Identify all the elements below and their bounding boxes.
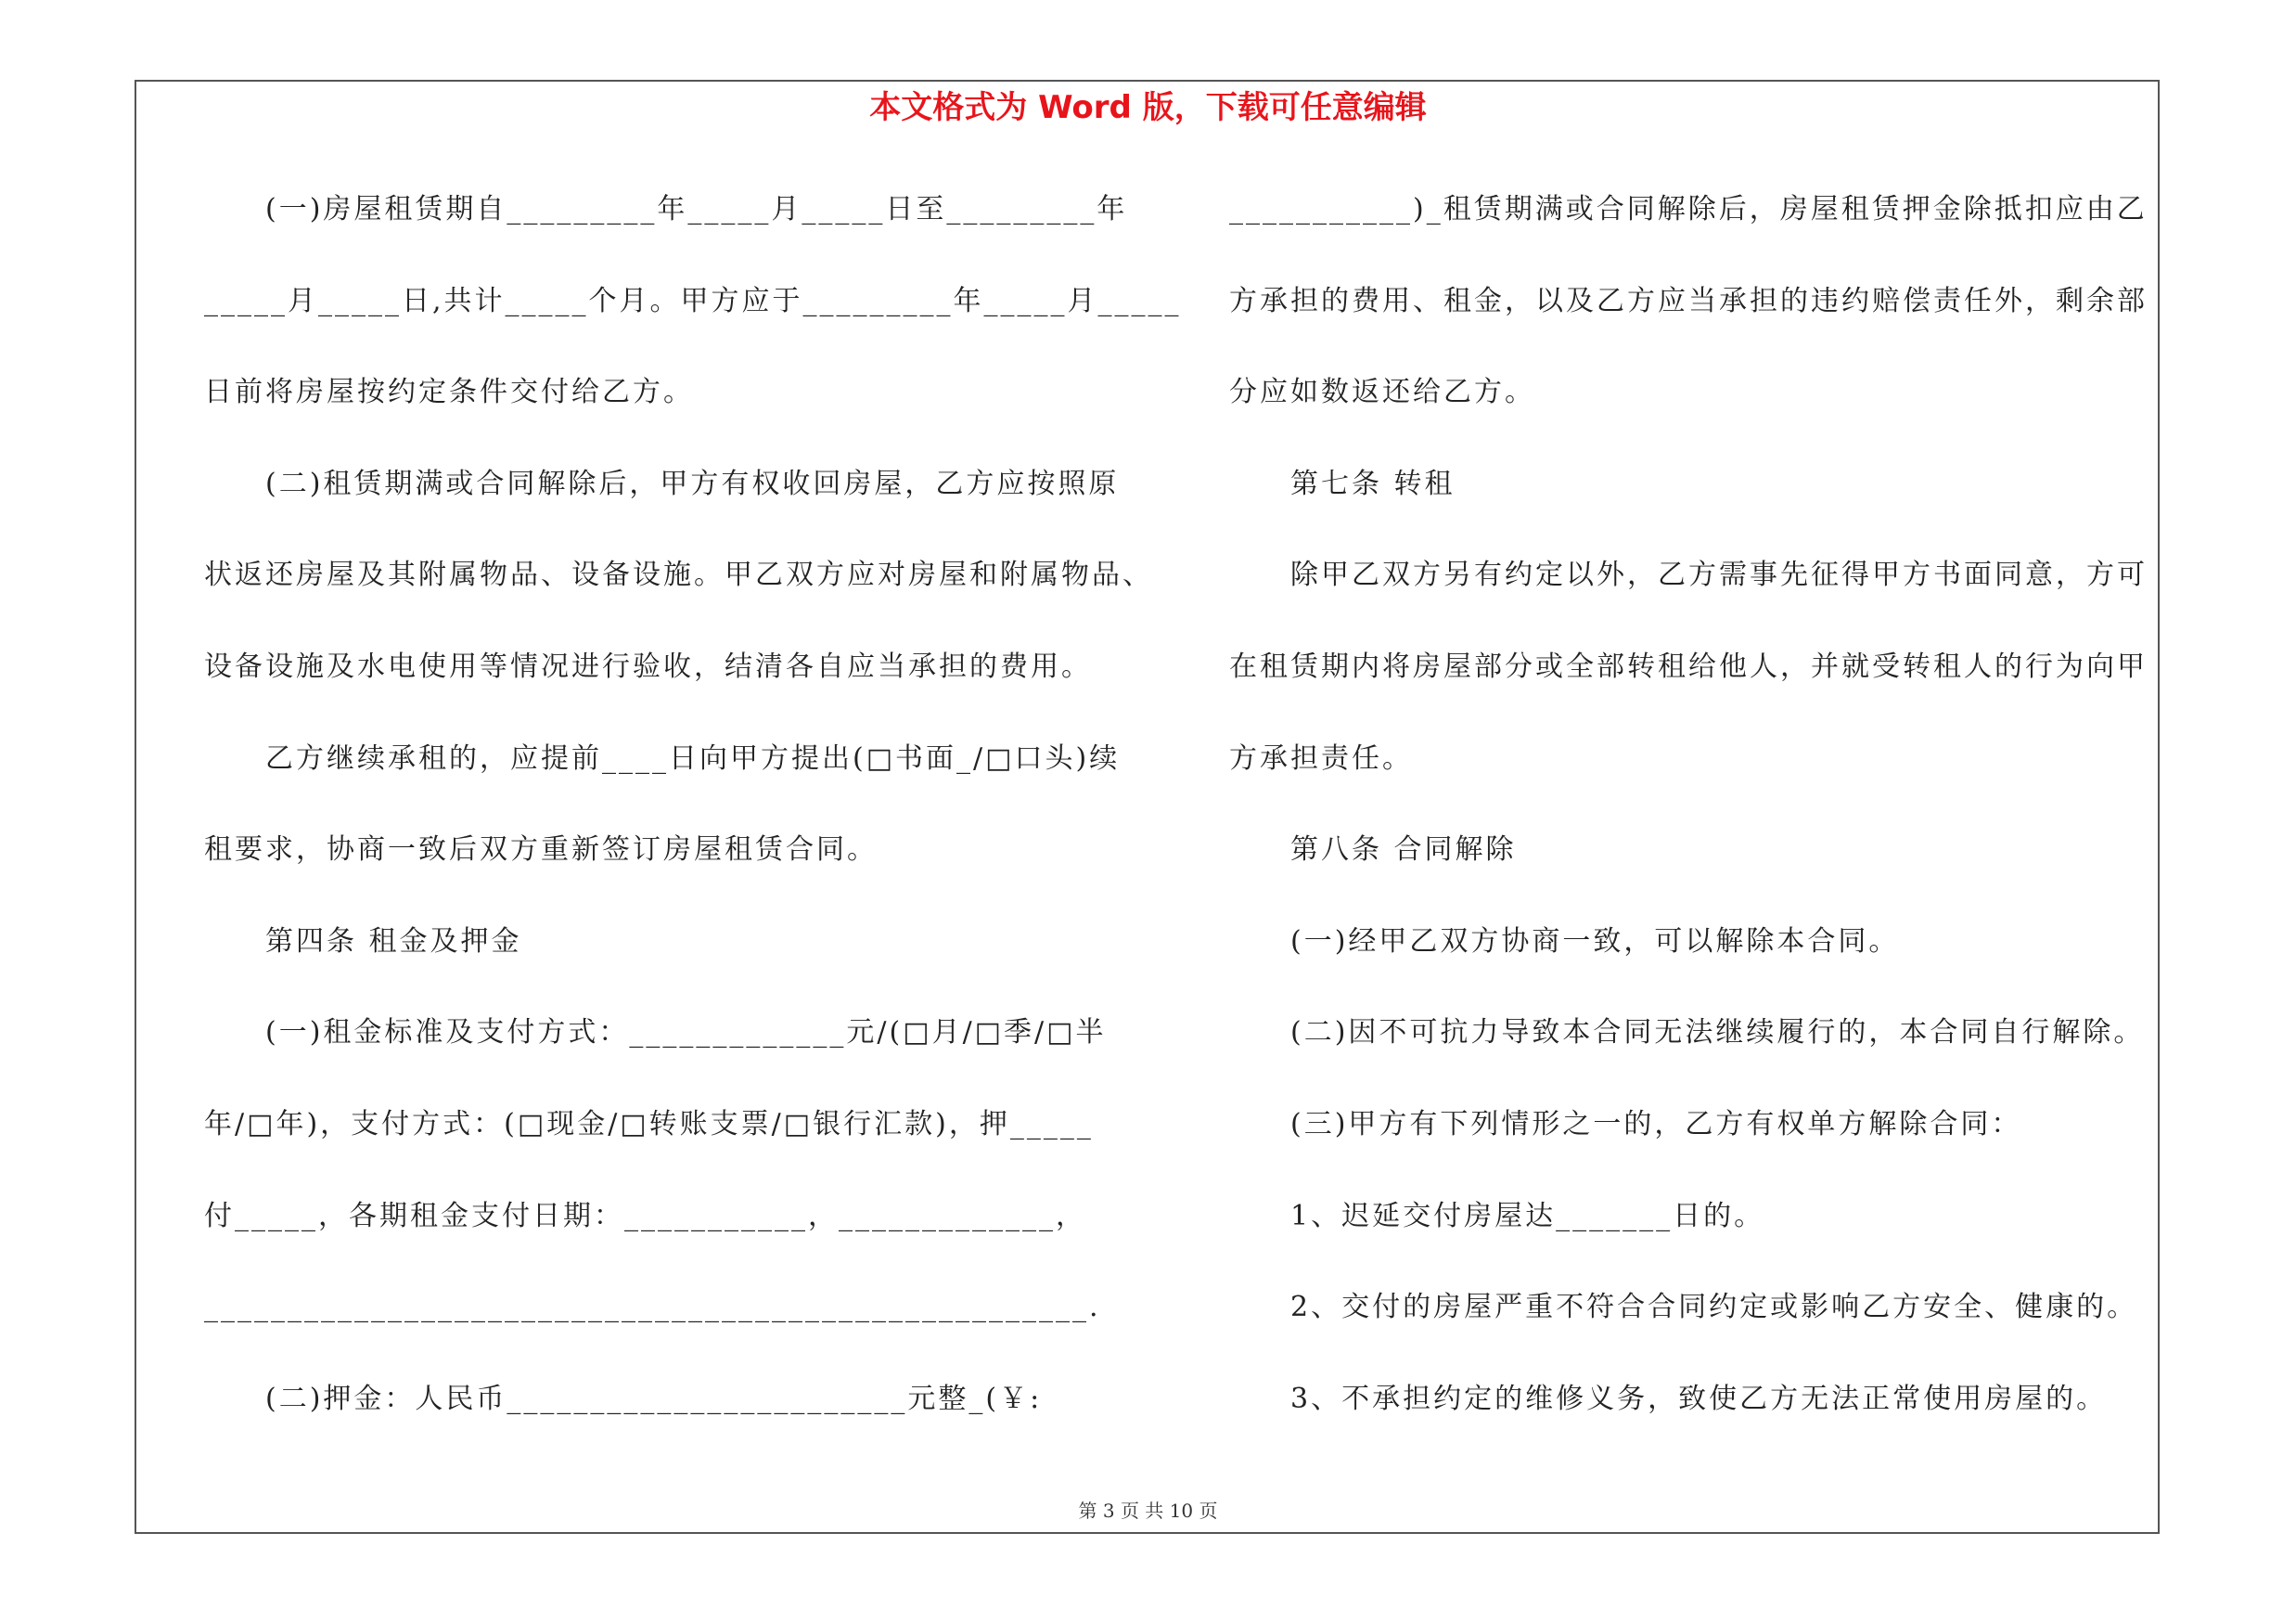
paragraph-line: 租要求，协商一致后双方重新签订房屋租赁合同。 bbox=[204, 833, 878, 867]
list-item: 1、迟延交付房屋达_______日的。 bbox=[1290, 1199, 1765, 1232]
paragraph-line: 除甲乙双方另有约定以外，乙方需事先征得甲方书面同意，方可 bbox=[1290, 559, 2148, 592]
paragraph-line: (二)租赁期满或合同解除后，甲方有权收回房屋，乙方应按照原 bbox=[265, 467, 1120, 500]
paragraph-line: 年/□年)，支付方式：(□现金/□转账支票/□银行汇款)，押_____ bbox=[204, 1107, 1094, 1140]
paragraph-line: (三)甲方有下列情形之一的，乙方有权单方解除合同： bbox=[1290, 1107, 2022, 1140]
paragraph-line: _____________________________________________________. bbox=[204, 1291, 1101, 1324]
paragraph-line: (二)押金：人民币________________________元整_(￥: bbox=[265, 1382, 1043, 1415]
format-banner: 本文格式为 Word 版，下载可任意编辑 bbox=[869, 89, 1427, 126]
paragraph-line: 分应如数返还给乙方。 bbox=[1229, 376, 1535, 409]
paragraph-line: 方承担的费用、租金，以及乙方应当承担的违约赔偿责任外，剩余部 bbox=[1229, 284, 2148, 317]
list-item: 3、不承担约定的维修义务，致使乙方无法正常使用房屋的。 bbox=[1290, 1382, 2108, 1415]
section-heading: 第四条 租金及押金 bbox=[265, 924, 522, 958]
paragraph-line: (一)房屋租赁期自_________年_____月_____日至_________年 bbox=[265, 193, 1128, 225]
list-item: 2、交付的房屋严重不符合合同约定或影响乙方安全、健康的。 bbox=[1290, 1291, 2138, 1324]
paragraph-line: (一)经甲乙双方协商一致，可以解除本合同。 bbox=[1290, 924, 1900, 958]
paragraph-line: 付_____，各期租金支付日期：___________，_____________， bbox=[204, 1199, 1086, 1232]
paragraph-line: 日前将房屋按约定条件交付给乙方。 bbox=[204, 376, 694, 409]
left-column bbox=[204, 185, 1182, 1465]
paragraph-line: 方承担责任。 bbox=[1229, 741, 1413, 775]
page-number: 第 3 页 共 10 页 bbox=[1078, 1500, 1218, 1522]
paragraph-line: 设备设施及水电使用等情况进行验收，结清各自应当承担的费用。 bbox=[204, 650, 1092, 683]
paragraph-line: _____月_____日,共计_____个月。甲方应于_________年_____月_____ bbox=[204, 284, 1182, 317]
paragraph-line: 状返还房屋及其附属物品、设备设施。甲乙双方应对房屋和附属物品、 bbox=[204, 559, 1153, 592]
paragraph-line: (二)因不可抗力导致本合同无法继续履行的，本合同自行解除。 bbox=[1290, 1016, 2145, 1050]
paragraph-line: 乙方继续承租的，应提前____日向甲方提出(□书面_/□口头)续 bbox=[265, 741, 1121, 775]
section-heading: 第八条 合同解除 bbox=[1290, 833, 1517, 867]
right-column bbox=[1229, 185, 2180, 1465]
section-heading: 第七条 转租 bbox=[1290, 467, 1456, 500]
paragraph-line: ___________)_租赁期满或合同解除后，房屋租赁押金除抵扣应由乙 bbox=[1229, 193, 2148, 225]
paragraph-line: (一)租金标准及支付方式：_____________元/(□月/□季/□半 bbox=[265, 1016, 1107, 1050]
paragraph-line: 在租赁期内将房屋部分或全部转租给他人，并就受转租人的行为向甲 bbox=[1229, 650, 2148, 683]
